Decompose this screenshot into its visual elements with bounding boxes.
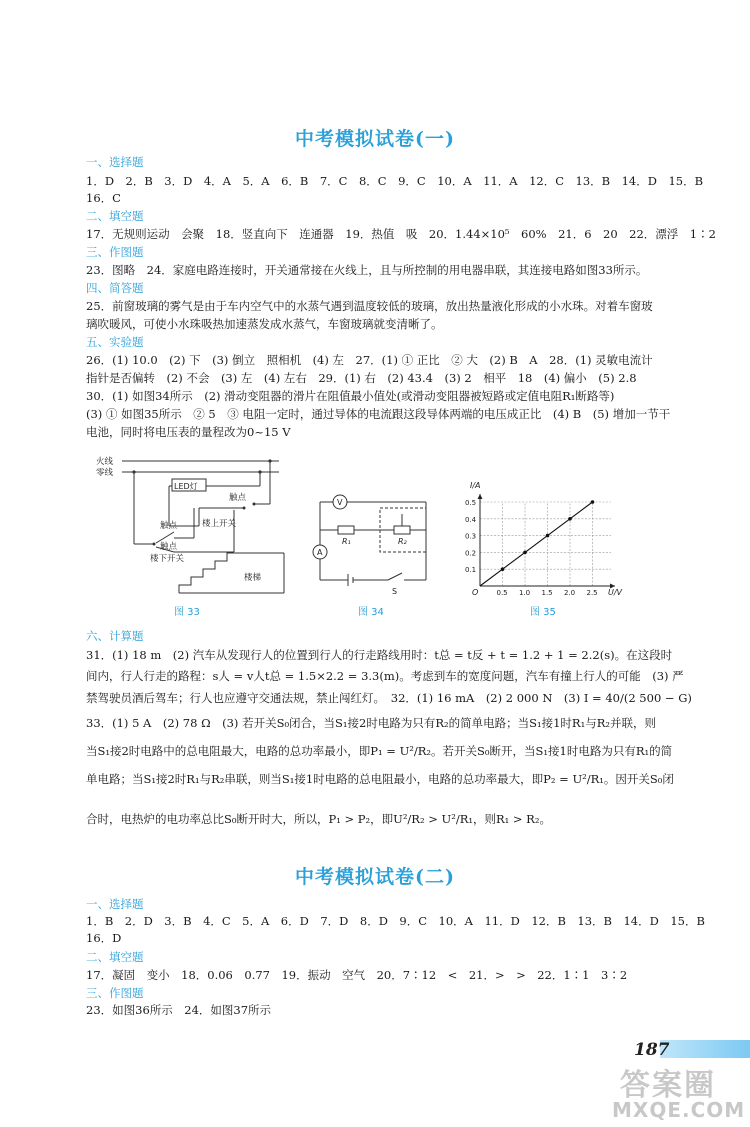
fig34-r2-label: R₂ — [398, 537, 407, 546]
exam1-section-short: 四、简答题 — [86, 281, 144, 295]
exam1-experiment-5: 电池，同时将电压表的量程改为0~15 V — [86, 425, 291, 439]
fig35-data-point — [591, 500, 595, 504]
fig35-y-axis-arrow — [478, 494, 483, 499]
fig34-ammeter-label: A — [317, 548, 323, 557]
fig34-switch-label: S — [392, 587, 398, 596]
fig33-downstairs-switch-label: 楼下开关 — [150, 554, 185, 564]
exam1-calc-6: 单电路；当S₁接2时R₁与R₂串联，则当S₁接1时电路的总电阻最小，电路的总功率最大，即P₂ = U²/R₁。因开关S₀闭 — [86, 772, 674, 786]
fig35-x-tick-label: 2.5 — [586, 589, 598, 597]
fig33-neutral-label: 零线 — [96, 468, 114, 478]
watermark-top-text: 答案圈 — [620, 1068, 716, 1103]
exam1-experiment-1: 26．(1) 10.0 (2) 下 (3) 倒立 照相机 (4) 左 27．(1) ① 正比 ② 大 (2) B A 28．(1) 灵敏电流计 — [86, 353, 653, 367]
fig35-y-axis-label: I/A — [470, 481, 481, 490]
fig35-x-tick-label: 1.5 — [541, 589, 553, 597]
page-number: 187 — [634, 1040, 670, 1060]
fig33-upstairs-switch-label: 楼上开关 — [202, 519, 237, 529]
fig33-caption: 图 33 — [174, 607, 200, 618]
exam2-drawing-answers: 23．如图36所示 24．如图37所示 — [86, 1003, 272, 1017]
exam1-choice-answers-1: 1．D 2．B 3．D 4．A 5．A 6．B 7．C 8．C 9．C 10．A 11．A 12．C 13．B 14．D 15．B — [86, 174, 704, 188]
exam1-section-experiment: 五、实验题 — [86, 335, 144, 349]
exam1-choice-answers-2: 16．C — [86, 191, 121, 205]
exam1-experiment-2: 指针是否偏转 (2) 不会 (3) 左 (4) 左右 29．(1) 右 (2) 43.4 (3) 2 相平 18 (4) 偏小 (5) 2.8 — [86, 371, 637, 385]
fig33-contact-label-2: 触点 — [160, 521, 178, 531]
watermark — [612, 1060, 750, 1122]
exam2-fill-answers: 17．凝固 变小 18．0.06 0.77 19．振动 空气 20．7∶12 < 21．> > 22．1∶1 3∶2 — [86, 968, 628, 982]
exam1-calc-4: 33．(1) 5 A (2) 78 Ω (3) 若开关S₀闭合，当S₁接2时电路为只有R₂的简单电路；当S₁接1时R₁与R₂并联，则 — [86, 716, 656, 730]
exam1-short-answer-2: 璃吹暖风，可使小水珠吸热加速蒸发成水蒸气，车窗玻璃就变清晰了。 — [86, 317, 443, 331]
fig35-data-point — [501, 567, 505, 571]
fig35-x-axis-label: U/V — [608, 588, 623, 597]
exam2-choice-answers-2: 16．D — [86, 931, 122, 945]
fig35-x-tick-label: 0.5 — [496, 589, 508, 597]
fig35-y-tick-label: 0.5 — [465, 499, 477, 507]
fig35-origin-label: O — [472, 588, 479, 597]
exam1-section-choice: 一、选择题 — [86, 155, 144, 169]
fig35-series-line — [480, 502, 593, 586]
exam1-drawing-answers: 23．图略 24．家庭电路连接时，开关通常接在火线上，且与所控制的用电器串联，其连接电路如图33所示。 — [86, 263, 648, 277]
fig35-y-tick-label: 0.3 — [465, 532, 477, 541]
exam1-experiment-4: (3) ① 如图35所示 ② 5 ③ 电阻一定时，通过导体的电流跟这段导体两端的电压成正比 (4) B (5) 增加一节干 — [86, 407, 671, 421]
exam2-section-fill: 二、填空题 — [86, 950, 144, 964]
exam1-section-calc: 六、计算题 — [86, 629, 144, 643]
exam1-calc-2: 间内，行人行走的路程：s人 = v人t总 = 1.5×2.2 = 3.3(m)。考虑到车的宽度问题，汽车有撞上行人的可能 (3) 严 — [86, 669, 684, 683]
exam2-section-drawing: 三、作图题 — [86, 986, 144, 1000]
fig35-data-point — [546, 534, 550, 538]
exam1-calc-7: 合时，电热炉的电功率总比S₀断开时大，所以，P₁ > P₂，即U²/R₂ > U²/R₁，则R₁ > R₂。 — [86, 812, 551, 826]
page-number-bar — [660, 1040, 750, 1058]
fig33-contact-label-1: 触点 — [229, 493, 247, 503]
fig35-y-tick-label: 0.1 — [465, 566, 477, 575]
exam1-experiment-3: 30．(1) 如图34所示 (2) 滑动变阻器的滑片在阻值最小值处(或滑动变阻器被短路或定值电阻R₁断路等) — [86, 389, 615, 403]
figure-34 — [308, 488, 438, 598]
fig35-y-tick-label: 0.4 — [465, 515, 477, 524]
fig35-x-tick-label: 1.0 — [519, 589, 531, 597]
watermark-bottom-text: MXQE.COM — [612, 1098, 746, 1122]
fig34-r1-label: R₁ — [342, 537, 351, 546]
exam2-title: 中考模拟试卷(二) — [295, 866, 455, 888]
fig35-data-point — [568, 517, 572, 521]
fig35-y-tick-label: 0.2 — [465, 549, 477, 558]
fig33-led-label: LED灯 — [174, 482, 198, 491]
fig35-data-point — [523, 551, 527, 555]
exam1-section-drawing: 三、作图题 — [86, 245, 144, 259]
exam1-short-answer-1: 25．前窗玻璃的雾气是由于车内空气中的水蒸气遇到温度较低的玻璃，放出热量液化形成的小水珠。对着车窗玻 — [86, 299, 653, 313]
fig33-contact-label-3: 触点 — [160, 542, 178, 552]
figure-33 — [94, 448, 294, 598]
exam1-calc-3: 禁驾驶员酒后驾车；行人也应遵守交通法规，禁止闯红灯。 32．(1) 16 mA (2) 2 000 N (3) I = 40/(2 500 − G) — [86, 691, 692, 705]
fig35-caption: 图 35 — [530, 607, 556, 618]
exam2-section-choice: 一、选择题 — [86, 897, 144, 911]
figure-35-chart — [458, 478, 630, 600]
exam1-calc-5: 当S₁接2时电路中的总电阻最大，电路的总功率最小，即P₁ = U²/R₂。若开关S₀断开，当S₁接1时电路为只有R₁的简 — [86, 744, 673, 758]
exam2-choice-answers-1: 1．B 2．D 3．B 4．C 5．A 6．D 7．D 8．D 9．C 10．A 11．D 12．B 13．B 14．D 15．B — [86, 914, 705, 928]
exam1-section-fill: 二、填空题 — [86, 209, 144, 223]
fig35-x-tick-label: 2.0 — [564, 589, 576, 597]
fig34-caption: 图 34 — [358, 607, 384, 618]
exam1-fill-answers: 17．无规则运动 会聚 18．竖直向下 连通器 19．热值 吸 20．1.44×10⁵ 60% 21．6 20 22．漂浮 1∶2 — [86, 227, 716, 241]
fig33-stairs-label: 楼梯 — [244, 573, 262, 583]
exam1-title: 中考模拟试卷(一) — [295, 128, 455, 150]
fig34-voltmeter-label: V — [337, 498, 343, 507]
exam1-calc-1: 31．(1) 18 m (2) 汽车从发现行人的位置到行人的行走路线用时：t总 = t反 + t = 1.2 + 1 = 2.2(s)。在这段时 — [86, 648, 673, 662]
fig33-live-label: 火线 — [96, 457, 114, 467]
